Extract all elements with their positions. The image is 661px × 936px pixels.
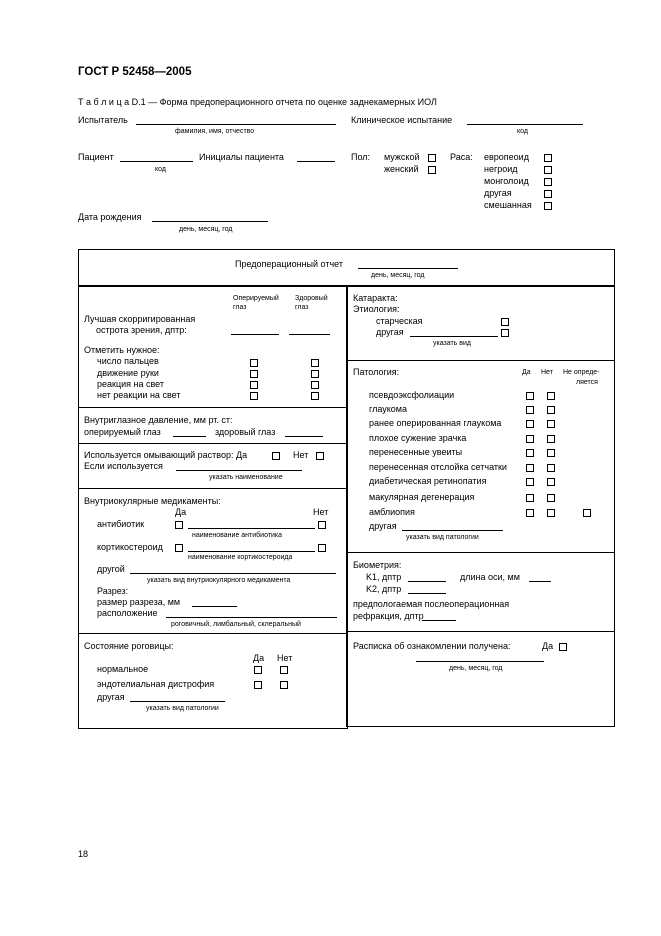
cornea-other-hint: указать вид патологии (146, 705, 219, 712)
pressure-healthy-label: здоровый глаз (215, 427, 276, 437)
wash-yes-checkbox[interactable] (272, 452, 280, 460)
axis-field[interactable] (529, 581, 551, 582)
cornea-checkbox[interactable] (280, 666, 288, 674)
wash-question: Используется омывающий раствор: Да (84, 450, 248, 460)
race-option: европеоид (484, 152, 529, 162)
pathology-yes-checkbox[interactable] (526, 509, 534, 517)
wash-name-field[interactable] (176, 470, 302, 471)
incision-hint: роговичный, лимбальный, склеральный (171, 621, 301, 628)
steroid-yes-checkbox[interactable] (175, 544, 183, 552)
sex-male-checkbox[interactable] (428, 154, 436, 162)
report-date-field[interactable] (358, 268, 458, 269)
patient-field[interactable] (120, 161, 193, 162)
wash-no-label: Нет (293, 450, 309, 460)
pathology-col-undetermined: ляется (576, 379, 598, 386)
col-healthy: Здоровый (295, 295, 328, 302)
cataract-other-field[interactable] (410, 336, 498, 337)
refraction-field[interactable] (422, 620, 456, 621)
receipt-date-hint: день, месяц, год (449, 665, 503, 672)
pathology-yes-checkbox[interactable] (526, 449, 534, 457)
pathology-no-checkbox[interactable] (547, 406, 555, 414)
pathology-no-checkbox[interactable] (547, 420, 555, 428)
race-option: другая (484, 188, 512, 198)
antibiotic-hint: наименование антибиотика (192, 532, 283, 539)
pathology-no-checkbox[interactable] (547, 509, 555, 517)
tester-label: Испытатель (78, 115, 128, 125)
acuity-checkbox[interactable] (250, 392, 258, 400)
pathology-item: перенесенные увеиты (369, 447, 463, 457)
pressure-label: Внутриглазное давление, мм рт. ст: (84, 415, 233, 425)
pathology-item: ранее оперированная глаукома (369, 418, 502, 428)
race-checkbox[interactable] (544, 154, 552, 162)
race-checkbox[interactable] (544, 202, 552, 210)
wash-no-checkbox[interactable] (316, 452, 324, 460)
pressure-healthy-field[interactable] (285, 436, 323, 437)
divider (346, 631, 615, 632)
acuity-healthy-field[interactable] (289, 334, 330, 335)
meds-title: Внутриокулярные медикаменты: (84, 496, 221, 506)
col-operated: глаз (233, 304, 247, 311)
tester-field[interactable] (136, 124, 336, 125)
acuity-checkbox[interactable] (311, 392, 319, 400)
pressure-operated-field[interactable] (173, 436, 206, 437)
pathology-item: диабетическая ретинопатия (369, 476, 487, 486)
col-operated: Оперируемый (233, 295, 279, 302)
steroid-label: кортикостероид (97, 542, 163, 552)
incision-size-field[interactable] (192, 606, 237, 607)
pathology-yes-checkbox[interactable] (526, 406, 534, 414)
wash-if-used: Если используется (84, 461, 163, 471)
pathology-title: Патология: (353, 367, 400, 377)
pathology-item: псевдоэксфолиации (369, 390, 455, 400)
cornea-no: Нет (277, 653, 293, 663)
divider (78, 443, 348, 444)
receipt-label: Расписка об ознакомлении получена: (353, 641, 511, 651)
pathology-item: перенесенная отслойка сетчатки (369, 462, 507, 472)
acuity-checkbox[interactable] (311, 381, 319, 389)
race-option: негроид (484, 164, 518, 174)
acuity-item: нет реакции на свет (97, 390, 181, 400)
cataract-item: старческая (376, 316, 423, 326)
dob-label: Дата рождения (78, 212, 142, 222)
cataract-item: другая (376, 327, 404, 337)
clinical-hint: код (517, 128, 528, 135)
race-option: смешанная (484, 200, 532, 210)
antibiotic-label: антибиотик (97, 519, 145, 529)
cataract-hint: указать вид (433, 340, 471, 347)
other-med-label: другой (97, 564, 125, 574)
page-title: ГОСТ Р 52458—2005 (78, 66, 192, 78)
pathology-col-yes: Да (522, 369, 531, 376)
race-option: монголоид (484, 176, 529, 186)
sex-option: мужской (384, 152, 420, 162)
clinical-field[interactable] (467, 124, 583, 125)
pathology-yes-checkbox[interactable] (526, 392, 534, 400)
cornea-checkbox[interactable] (254, 666, 262, 674)
acuity-item: число пальцев (97, 356, 159, 366)
acuity-checkbox[interactable] (250, 370, 258, 378)
receipt-yes-checkbox[interactable] (559, 643, 567, 651)
acuity-checkbox[interactable] (250, 359, 258, 367)
pathology-yes-checkbox[interactable] (526, 464, 534, 472)
pressure-operated-label: оперируемый глаз (84, 427, 161, 437)
incision-size-label: размер разреза, мм (97, 597, 181, 607)
refraction-label: рефракция, дптр (353, 611, 424, 621)
initials-field[interactable] (297, 161, 335, 162)
antibiotic-yes-checkbox[interactable] (175, 521, 183, 529)
sex-option: женский (384, 164, 419, 174)
wash-hint: указать наименование (209, 474, 283, 481)
pathology-other-hint: указать вид патологии (406, 534, 479, 541)
cornea-checkbox[interactable] (254, 681, 262, 689)
page-number: 18 (78, 849, 89, 859)
acuity-checkbox[interactable] (311, 359, 319, 367)
mark-label: Отметить нужное: (84, 345, 160, 355)
other-med-hint: указать вид внутриокулярного медикамента (147, 577, 291, 584)
pathology-item: макулярная дегенерация (369, 492, 475, 502)
pathology-col-no: Нет (541, 369, 553, 376)
pathology-no-checkbox[interactable] (547, 449, 555, 457)
meds-yes: Да (175, 507, 187, 517)
k2-field[interactable] (408, 593, 446, 594)
cornea-checkbox[interactable] (280, 681, 288, 689)
etiology-label: Этиология: (353, 304, 400, 314)
receipt-date-field[interactable] (416, 661, 544, 662)
k1-label: K1, дптр (366, 572, 402, 582)
pathology-item: амблиопия (369, 507, 415, 517)
pathology-yes-checkbox[interactable] (526, 420, 534, 428)
acuity-item: движение руки (97, 368, 159, 378)
cornea-other-label: другая (97, 692, 125, 702)
pathology-yes-checkbox[interactable] (526, 494, 534, 502)
meds-no: Нет (313, 507, 329, 517)
tester-hint: фамилия, имя, отчество (175, 128, 255, 135)
race-checkbox[interactable] (544, 178, 552, 186)
pathology-item: глаукома (369, 404, 407, 414)
clinical-label: Клиническое испытание (351, 115, 453, 125)
pathology-no-checkbox[interactable] (547, 392, 555, 400)
incision-loc-field[interactable] (166, 617, 337, 618)
cornea-title: Состояние роговицы: (84, 641, 174, 651)
race-checkbox[interactable] (544, 190, 552, 198)
steroid-hint: наименование кортикостероида (188, 554, 293, 561)
report-title: Предоперационный отчет (235, 259, 343, 269)
pathology-other-label: другая (369, 521, 397, 531)
pathology-col-undetermined: Не опреде- (563, 369, 600, 376)
cataract-checkbox[interactable] (501, 329, 509, 337)
steroid-no-checkbox[interactable] (318, 544, 326, 552)
report-header-box (78, 249, 615, 286)
steroid-name-field[interactable] (188, 551, 315, 552)
axis-label: длина оси, мм (460, 572, 520, 582)
acuity-checkbox[interactable] (250, 381, 258, 389)
acuity-label: острота зрения, дптр: (96, 325, 187, 335)
dob-hint: день, месяц, год (179, 226, 233, 233)
antibiotic-name-field[interactable] (188, 528, 315, 529)
divider (78, 407, 348, 408)
race-checkbox[interactable] (544, 166, 552, 174)
pathology-no-checkbox[interactable] (547, 494, 555, 502)
cornea-other-field[interactable] (130, 701, 225, 702)
receipt-yes: Да (542, 641, 554, 651)
incision-title: Разрез: (97, 586, 129, 596)
other-med-field[interactable] (130, 573, 336, 574)
patient-label: Пациент (78, 152, 114, 162)
antibiotic-no-checkbox[interactable] (318, 521, 326, 529)
cataract-title: Катаракта: (353, 293, 398, 303)
acuity-label: Лучшая скорригированная (84, 314, 196, 324)
biometry-title: Биометрия: (353, 560, 402, 570)
acuity-operated-field[interactable] (231, 334, 279, 335)
sex-label: Пол: (351, 152, 371, 162)
divider (78, 488, 348, 489)
pathology-undetermined-checkbox[interactable] (583, 509, 591, 517)
sex-female-checkbox[interactable] (428, 166, 436, 174)
table-caption: Т а б л и ц а D.1 — Форма предоперационного отчета по оценке заднекамерных ИОЛ (78, 97, 437, 107)
cataract-checkbox[interactable] (501, 318, 509, 326)
initials-label: Инициалы пациента (199, 152, 284, 162)
col-healthy: глаз (295, 304, 309, 311)
divider (346, 360, 615, 361)
k1-field[interactable] (408, 581, 446, 582)
report-date-hint: день, месяц, год (371, 272, 425, 279)
dob-field[interactable] (152, 221, 268, 222)
divider (78, 633, 348, 634)
k2-label: K2, дптр (366, 584, 402, 594)
pathology-other-field[interactable] (402, 530, 503, 531)
refraction-label: предпологаемая послеоперационная (353, 599, 510, 609)
cornea-item: нормальное (97, 664, 149, 674)
pathology-item: плохое сужение зрачка (369, 433, 467, 443)
acuity-checkbox[interactable] (311, 370, 319, 378)
pathology-yes-checkbox[interactable] (526, 435, 534, 443)
acuity-item: реакция на свет (97, 379, 164, 389)
cornea-item: эндотелиальная дистрофия (97, 679, 215, 689)
divider (346, 552, 615, 553)
pathology-no-checkbox[interactable] (547, 478, 555, 486)
race-label: Раса: (450, 152, 473, 162)
cornea-yes: Да (253, 653, 265, 663)
pathology-yes-checkbox[interactable] (526, 478, 534, 486)
incision-loc-label: расположение (97, 608, 158, 618)
pathology-no-checkbox[interactable] (547, 464, 555, 472)
pathology-no-checkbox[interactable] (547, 435, 555, 443)
patient-hint: код (155, 166, 166, 173)
